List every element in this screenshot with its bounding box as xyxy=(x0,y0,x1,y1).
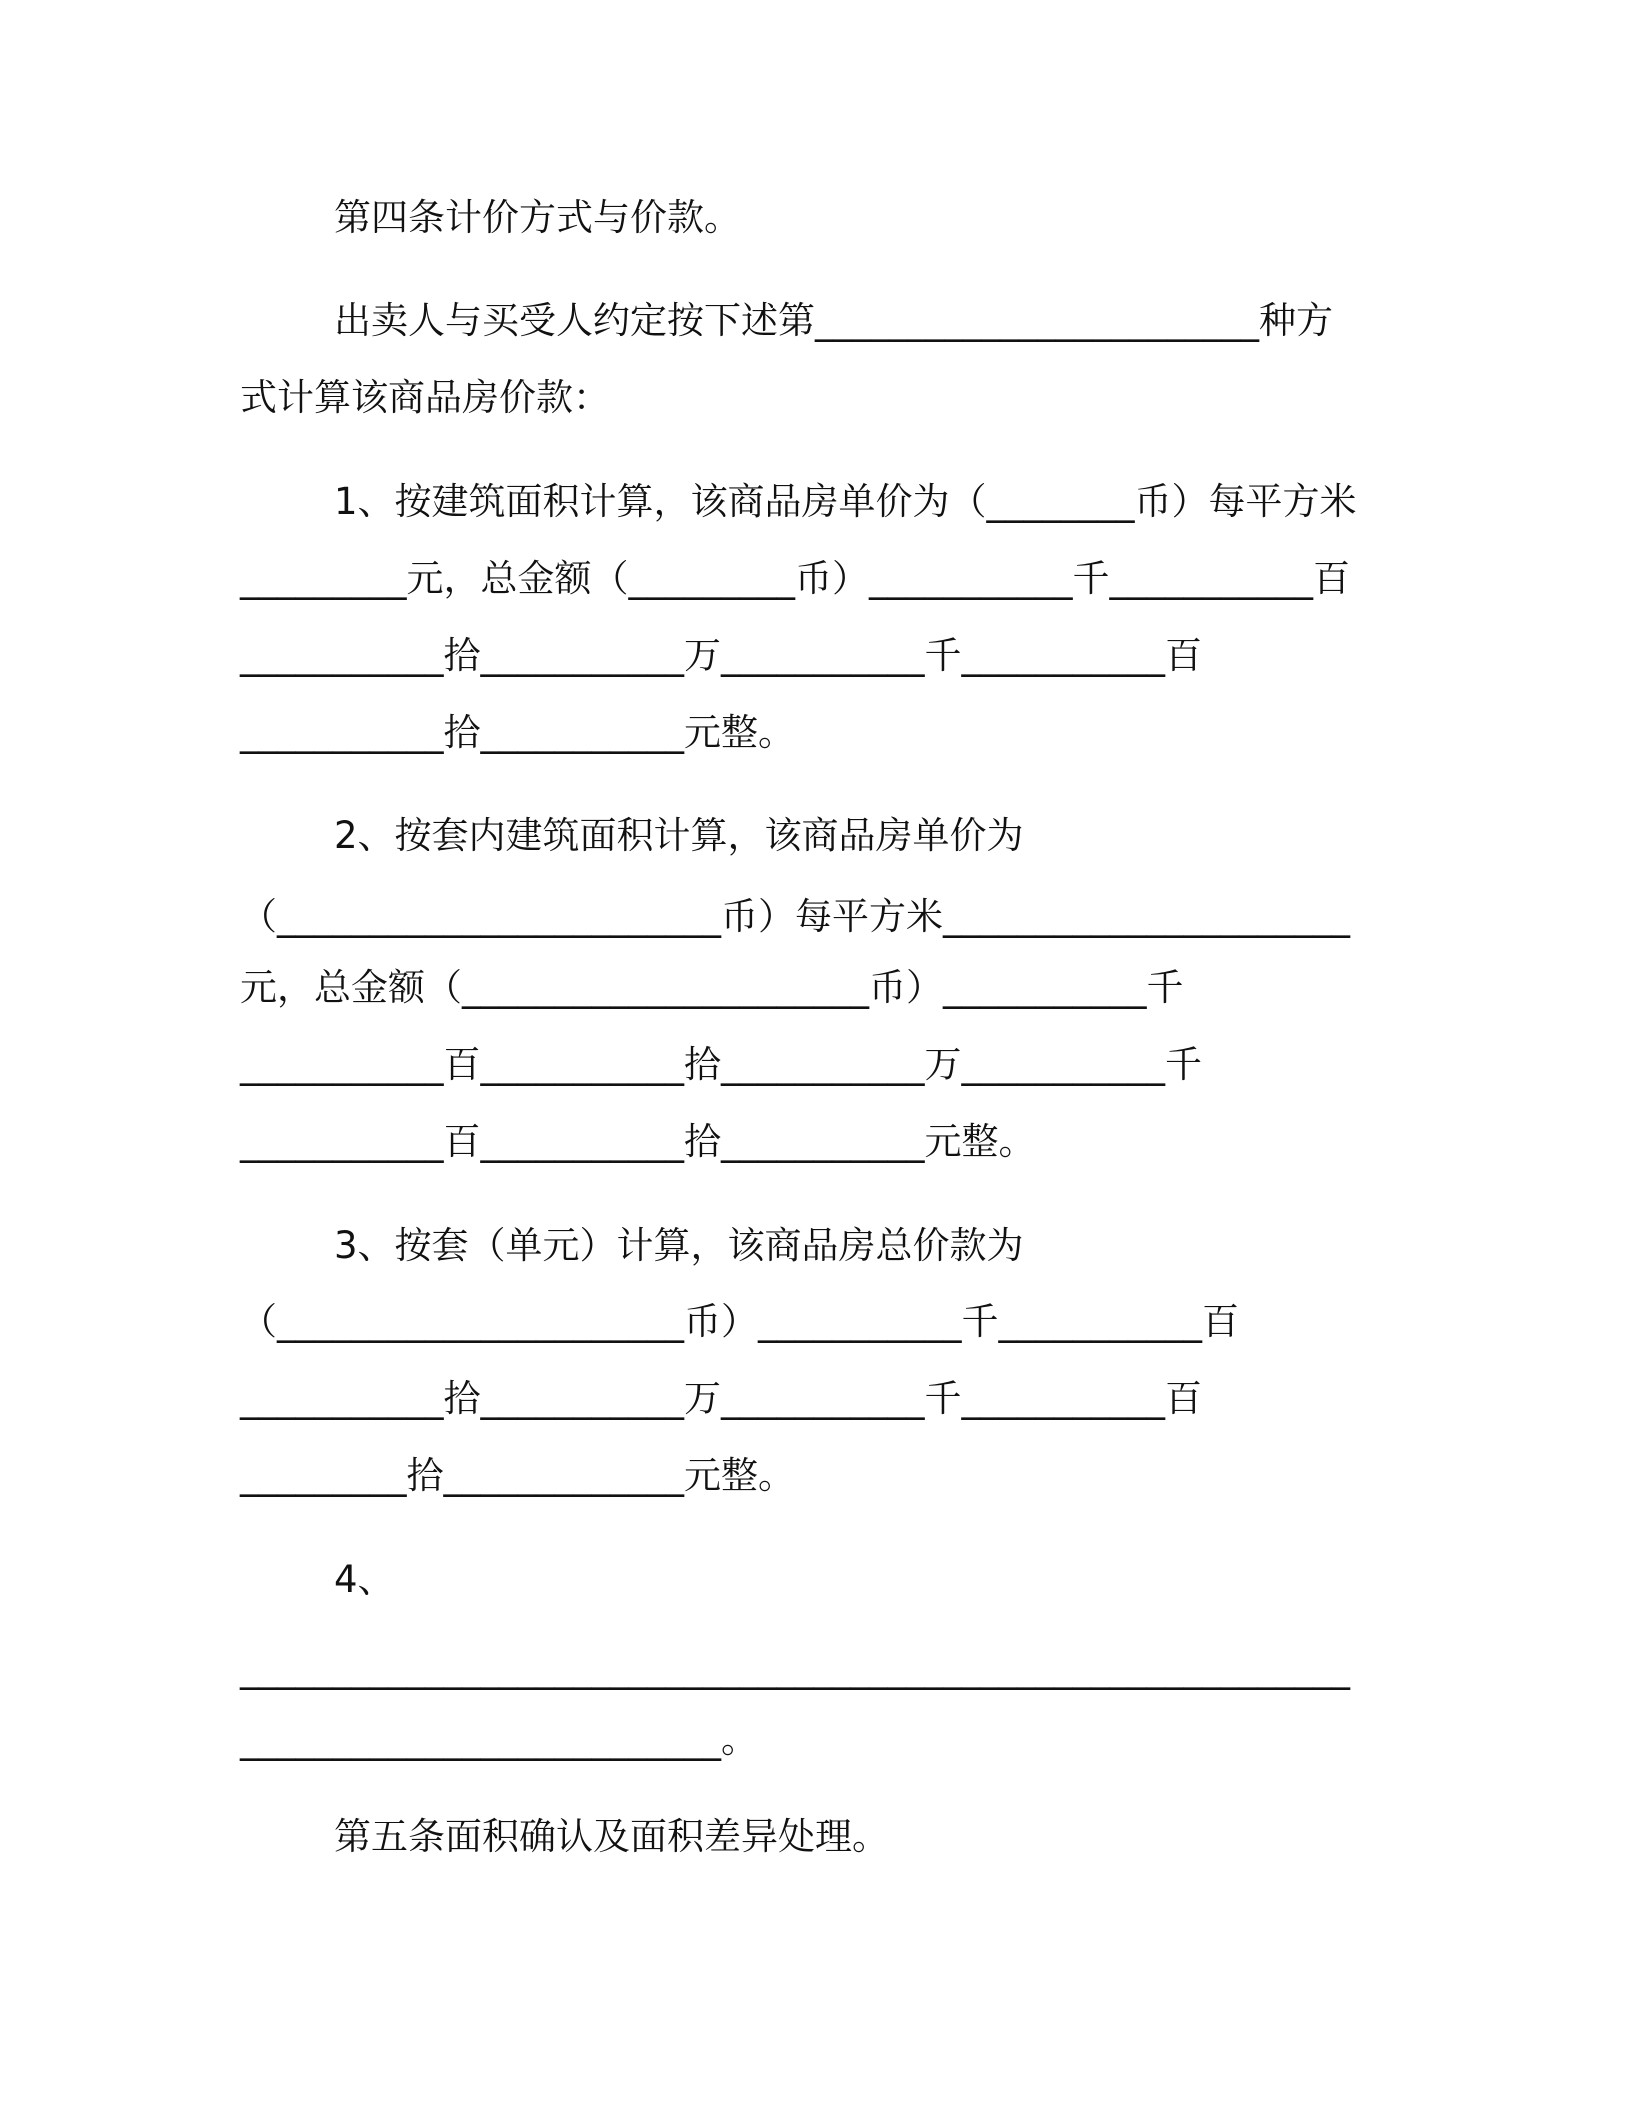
article-4-heading: 第四条计价方式与价款。 xyxy=(334,196,741,239)
option-2-line: ___________百___________拾___________元整。 xyxy=(240,1120,1036,1163)
option-3-line: 3、按套（单元）计算，该商品房总价款为 xyxy=(334,1224,1024,1267)
option-1-line: ___________拾___________万___________千___________百 xyxy=(240,634,1202,677)
option-3-line: _________拾_____________元整。 xyxy=(240,1454,795,1497)
option-1-line: 1、按建筑面积计算，该商品房单价为（________币）每平方米 xyxy=(334,480,1357,523)
article-5-heading: 第五条面积确认及面积差异处理。 xyxy=(334,1815,889,1858)
option-1-line: _________元，总金额（_________币）___________千___________百 xyxy=(240,557,1350,600)
option-3-line: （______________________币）___________千___________百 xyxy=(240,1300,1239,1343)
option-4-line: ____________________________________________________________ xyxy=(240,1647,1350,1690)
option-4-line: __________________________。 xyxy=(240,1718,758,1761)
option-2-line: 2、按套内建筑面积计算，该商品房单价为 xyxy=(334,814,1024,857)
paragraph-line: 出卖人与买受人约定按下述第________________________种方 xyxy=(334,299,1333,342)
paragraph-line: 式计算该商品房价款： xyxy=(240,376,610,419)
option-3-line: ___________拾___________万___________千___________百 xyxy=(240,1377,1202,1420)
option-2-line: （________________________币）每平方米______________________ xyxy=(240,895,1350,938)
option-4-line: 4、 xyxy=(334,1558,395,1601)
option-2-line: ___________百___________拾___________万___________千 xyxy=(240,1043,1202,1086)
option-1-line: ___________拾___________元整。 xyxy=(240,711,795,754)
option-2-line: 元，总金额（______________________币）___________千 xyxy=(240,966,1184,1009)
